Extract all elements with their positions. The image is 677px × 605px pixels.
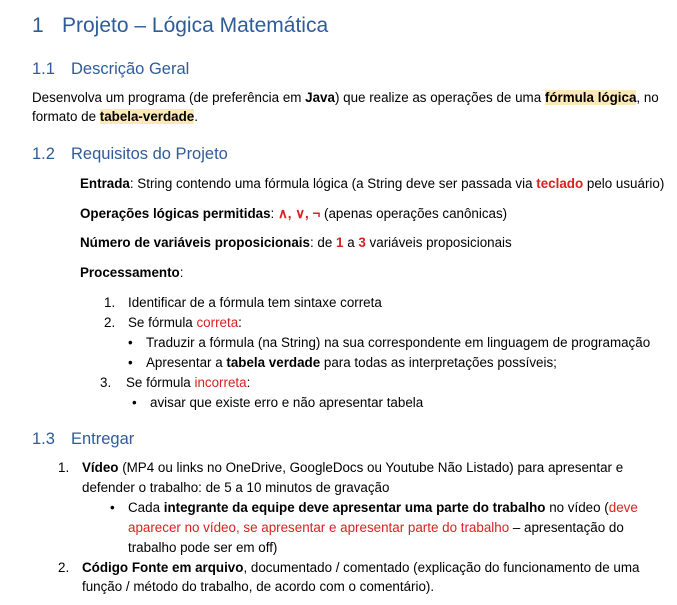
list-item-text: Se fórmula correta: [128, 315, 242, 330]
bullet-item-cont: aparecer no vídeo, se apresentar e apresentar parte do trabalho – apresentação do [128, 520, 624, 535]
list-item-text: Código Fonte em arquivo, documentado / comentado (explicação do funcionamento de uma [82, 560, 640, 575]
processing-label: Processamento: [80, 265, 184, 280]
bullet-item: • Cada integrante da equipe deve apresentar uma parte do trabalho no vídeo (deve [128, 499, 638, 517]
list-item-text: Vídeo (MP4 ou links no OneDrive, GoogleDocs ou Youtube Não Listado) para apresentar e [82, 460, 624, 475]
desc-line-1: Desenvolva um programa (de preferência em Java) que realize as operações de uma fórmula lógica, no [32, 90, 659, 105]
bullet-item: • Apresentar a tabela verdade para todas as interpretações possíveis; [146, 354, 557, 372]
list-item-text-cont: defender o trabalho: de 5 a 10 minutos de gravação [82, 480, 390, 495]
heading-1-3: 1.3 Entregar [32, 430, 135, 448]
entrada-line: Entrada: String contendo uma fórmula lógica (a String deve ser passada via teclado pelo usuário) [80, 176, 665, 191]
heading-1-2: 1.2 Requisitos do Projeto [32, 145, 228, 163]
variables-line: Número de variáveis proposicionais: de 1 a 3 variáveis proposicionais [80, 235, 512, 250]
list-item: 2. [104, 315, 116, 330]
bullet-item-cont: trabalho pode ser em off) [128, 540, 278, 555]
list-item: 3. [100, 375, 112, 390]
list-item: 1. [58, 460, 70, 475]
bullet-item: • avisar que existe erro e não apresentar tabela [150, 394, 423, 412]
desc-line-2: formato de tabela-verdade. [32, 109, 198, 124]
list-item-text: Identificar de a fórmula tem sintaxe correta [128, 295, 382, 310]
operations-line: Operações lógicas permitidas: ∧, ∨, ¬ (apenas operações canônicas) [80, 206, 508, 221]
heading-1-1: 1.1 Descrição Geral [32, 60, 190, 78]
list-item: 1. [104, 295, 116, 310]
list-item-text-cont: função / método do trabalho, de acordo com o comentário). [82, 579, 435, 594]
bullet-item: • Traduzir a fórmula (na String) na sua correspondente em linguagem de programação [146, 334, 650, 352]
list-item-text: Se fórmula incorreta: [126, 375, 251, 390]
list-item: 2. [58, 560, 70, 575]
heading-1: 1 Projeto – Lógica Matemática [32, 14, 329, 37]
